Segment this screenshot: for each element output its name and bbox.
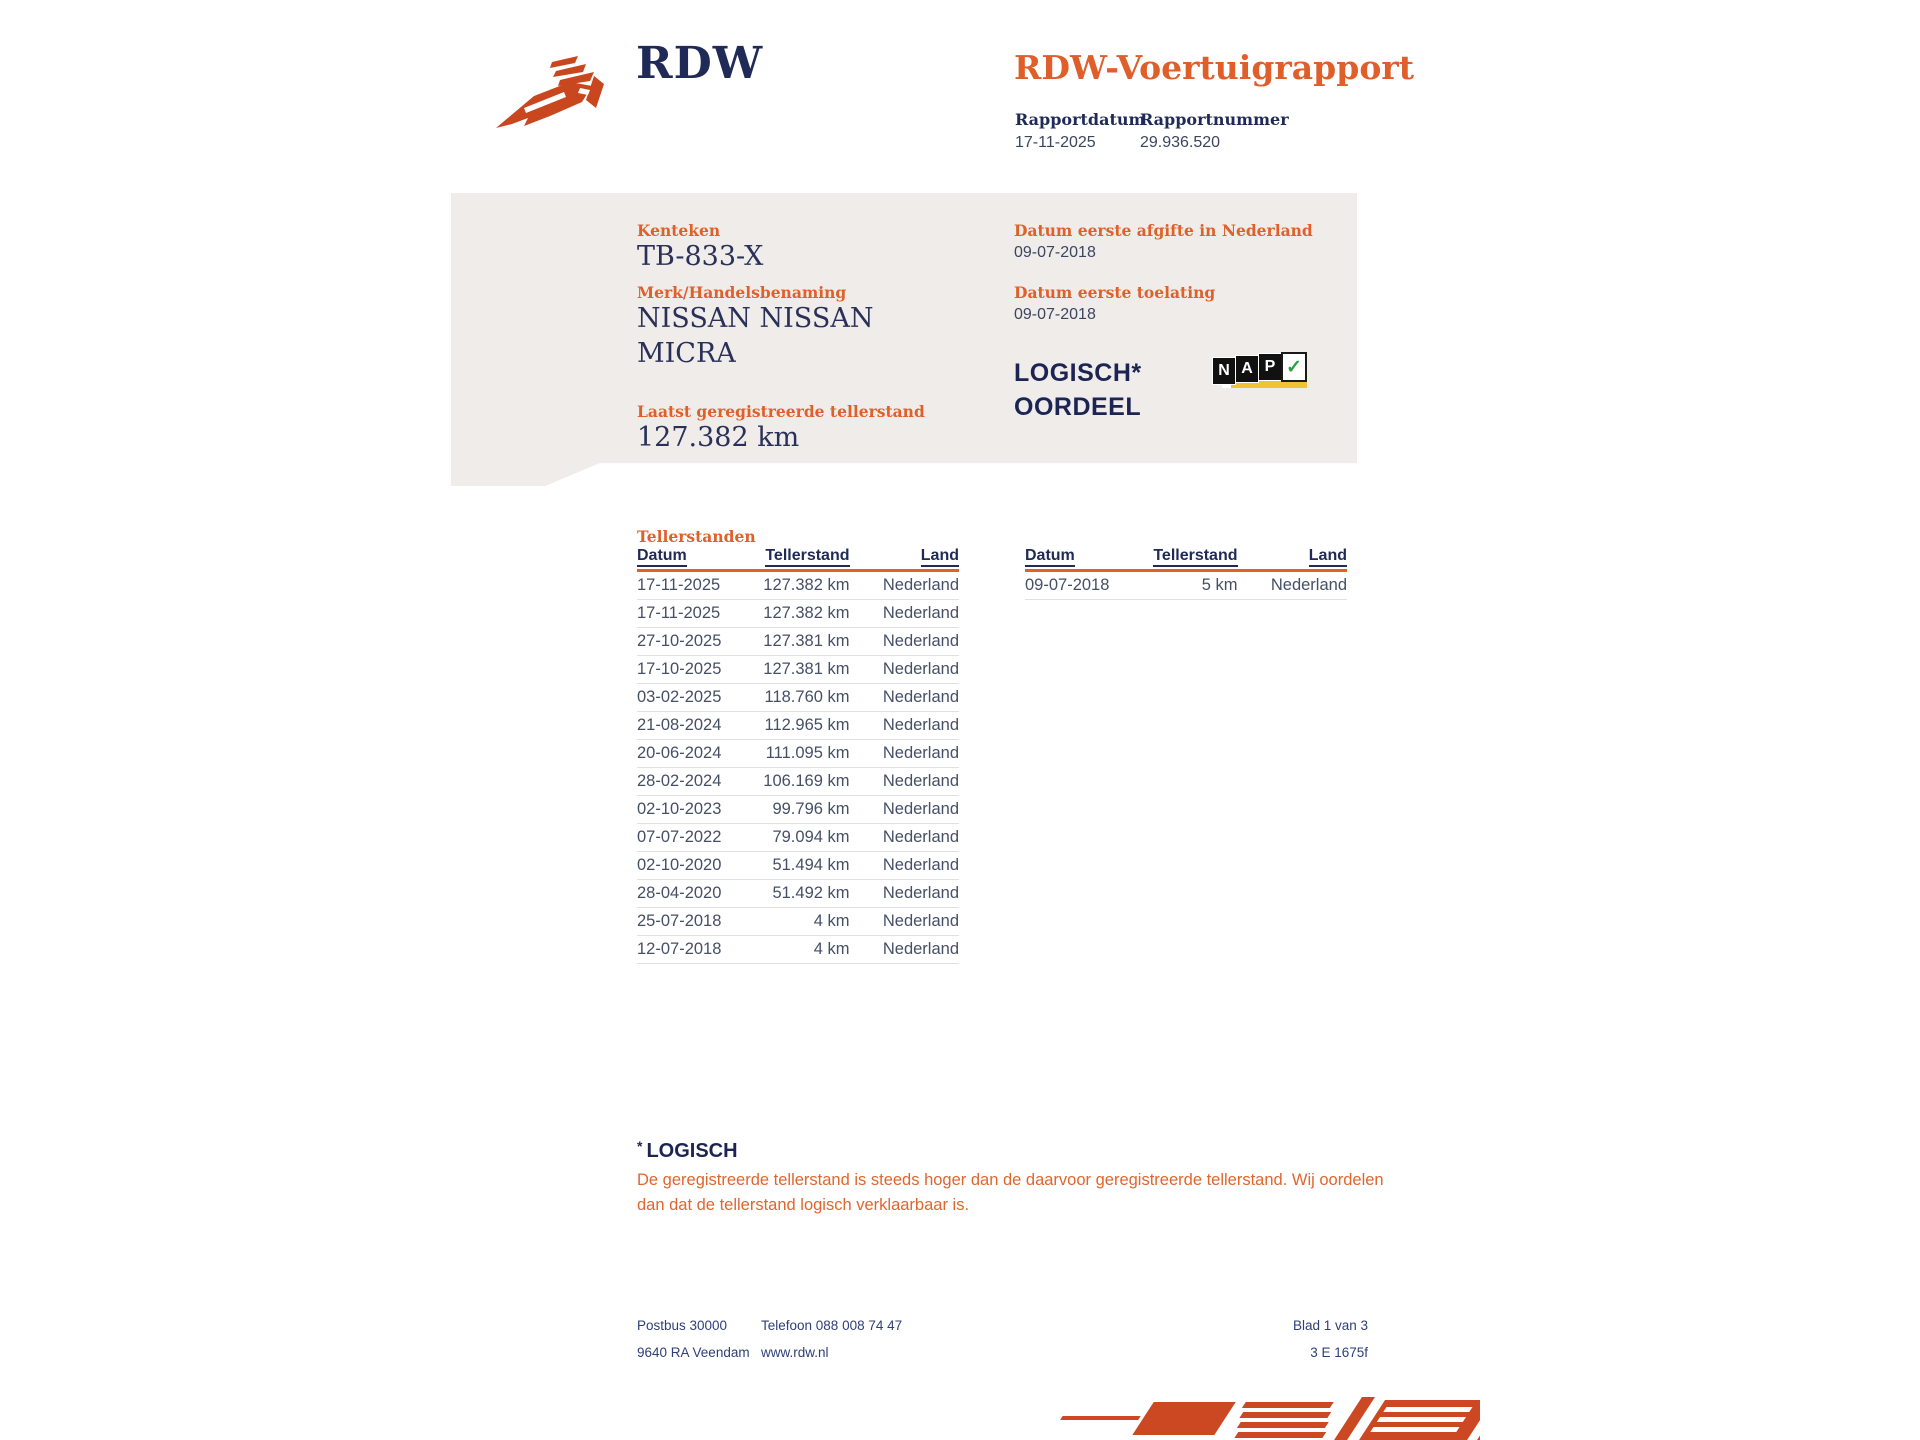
table-cell: Nederland — [882, 576, 959, 594]
table-row — [637, 908, 959, 936]
nap-tiles — [1212, 352, 1306, 385]
table-row — [637, 712, 959, 740]
tellerstanden-table-right — [1025, 547, 1347, 600]
table-cell: Nederland — [882, 604, 959, 622]
table-cell: 127.382 km — [763, 576, 850, 594]
table-cell: 09-07-2018 — [1025, 576, 1110, 594]
table-row — [1025, 572, 1347, 600]
table-row — [637, 600, 959, 628]
table-cell: 99.796 km — [772, 800, 850, 818]
footnote-title — [637, 1138, 738, 1163]
report-date-label: Rapportdatum — [1015, 110, 1146, 129]
table-cell: 25-07-2018 — [637, 912, 722, 930]
table-cell: 79.094 km — [772, 828, 850, 846]
table-cell: 27-10-2025 — [637, 632, 722, 650]
merk-value-line1: NISSAN NISSAN — [637, 303, 874, 334]
footer-doc-code: 3 E 1675f — [1310, 1345, 1368, 1360]
nap-logo — [1212, 352, 1308, 390]
table-cell: 5 km — [1201, 576, 1238, 594]
table-cell: 112.965 km — [764, 716, 850, 734]
table-cell: 03-02-2025 — [637, 688, 722, 706]
table-cell: 111.095 km — [765, 744, 850, 762]
footnote-asterisk: * — [637, 1138, 643, 1154]
table-cell: 28-04-2020 — [637, 884, 722, 902]
table-row — [637, 852, 959, 880]
laatste-tellerstand-value: 127.382 km — [637, 422, 800, 453]
table-row — [637, 796, 959, 824]
table-cell: Nederland — [882, 912, 959, 930]
oordeel-line1: LOGISCH* — [1014, 359, 1142, 387]
footer-address-line2: 9640 RA Veendam — [637, 1345, 750, 1360]
table-cell: 07-07-2022 — [637, 828, 722, 846]
oordeel-line2: OORDEEL — [1014, 393, 1142, 421]
table-row — [637, 684, 959, 712]
table-body — [637, 572, 959, 964]
footnote-body: De geregistreerde tellerstand is steeds hoger dan de daarvoor geregistreerde tellerstand. Wij oordelen dan dat de tellerstand logisch verklaarbaar is. — [637, 1171, 1384, 1214]
table-cell: 4 km — [813, 940, 850, 958]
table-cell: Nederland — [882, 772, 959, 790]
table-cell: 17-11-2025 — [637, 576, 721, 594]
table-header-row — [637, 547, 959, 567]
table-cell: Nederland — [882, 884, 959, 902]
col-header-datum: Datum — [1025, 547, 1075, 567]
table-cell: Nederland — [882, 744, 959, 762]
merk-label: Merk/Handelsbenaming — [637, 283, 847, 302]
report-number-value: 29.936.520 — [1140, 134, 1221, 151]
table-cell: Nederland — [882, 828, 959, 846]
nap-tile-a: A — [1235, 355, 1259, 383]
table-cell: Nederland — [882, 800, 959, 818]
table-cell: 118.760 km — [764, 688, 850, 706]
table-cell: Nederland — [882, 856, 959, 874]
table-cell: 28-02-2024 — [637, 772, 722, 790]
laatste-tellerstand-label: Laatst geregistreerde tellerstand — [637, 402, 925, 421]
table-cell: 127.381 km — [763, 660, 850, 678]
oordeel-text — [1014, 356, 1142, 424]
table-row — [637, 936, 959, 964]
table-row — [637, 768, 959, 796]
col-header-land: Land — [921, 547, 959, 567]
col-header-tellerstand: Tellerstand — [1153, 547, 1237, 567]
nap-tile-n: N — [1212, 357, 1236, 385]
table-cell: Nederland — [882, 688, 959, 706]
col-header-tellerstand: Tellerstand — [765, 547, 849, 567]
table-cell: 17-11-2025 — [637, 604, 721, 622]
footer-website: www.rdw.nl — [761, 1345, 829, 1360]
table-row — [637, 628, 959, 656]
table-cell: Nederland — [882, 632, 959, 650]
toelating-value: 09-07-2018 — [1014, 306, 1096, 323]
table-cell: 127.382 km — [763, 604, 850, 622]
tellerstanden-table-left — [637, 547, 959, 964]
table-cell: 51.492 km — [772, 884, 850, 902]
col-header-datum: Datum — [637, 547, 687, 567]
table-cell: 21-08-2024 — [637, 716, 722, 734]
table-row — [637, 824, 959, 852]
afgifte-value: 09-07-2018 — [1014, 244, 1096, 261]
rdw-wordmark: RDW — [636, 38, 764, 89]
report-number-label: Rapportnummer — [1140, 110, 1289, 129]
afgifte-label: Datum eerste afgifte in Nederland — [1014, 221, 1313, 240]
rdw-feather-logo-icon — [494, 50, 620, 134]
toelating-label: Datum eerste toelating — [1014, 283, 1216, 302]
table-row — [637, 572, 959, 600]
kenteken-value: TB-833-X — [637, 241, 764, 272]
table-cell: 51.494 km — [772, 856, 850, 874]
table-cell: 106.169 km — [763, 772, 850, 790]
table-cell: 20-06-2024 — [637, 744, 722, 762]
table-cell: Nederland — [1270, 576, 1347, 594]
table-row — [637, 656, 959, 684]
table-cell: 02-10-2020 — [637, 856, 722, 874]
table-cell: Nederland — [882, 660, 959, 678]
footer-page-number: Blad 1 van 3 — [1292, 1318, 1368, 1333]
report-date-value: 17-11-2025 — [1015, 134, 1096, 151]
table-body — [1025, 572, 1347, 600]
col-header-land: Land — [1309, 547, 1347, 567]
table-cell: Nederland — [882, 716, 959, 734]
footnote-title-text: LOGISCH — [646, 1140, 738, 1162]
table-cell: 4 km — [813, 912, 850, 930]
table-cell: 12-07-2018 — [637, 940, 722, 958]
tellerstanden-heading: Tellerstanden — [637, 527, 756, 546]
table-cell: Nederland — [882, 940, 959, 958]
kenteken-label: Kenteken — [637, 221, 721, 240]
table-cell: 127.381 km — [763, 632, 850, 650]
rdw-stripe-pattern-icon — [1035, 1397, 1480, 1440]
merk-value-line2: MICRA — [637, 338, 736, 369]
footer-phone: Telefoon 088 008 74 47 — [761, 1318, 903, 1333]
footer-address-line1: Postbus 30000 — [637, 1318, 728, 1333]
table-cell: 17-10-2025 — [637, 660, 722, 678]
table-row — [637, 740, 959, 768]
table-header-row — [1025, 547, 1347, 567]
table-cell: 02-10-2023 — [637, 800, 722, 818]
nap-checkmark-icon: ✓ — [1281, 352, 1307, 382]
page-title: RDW-Voertuigrapport — [1014, 48, 1414, 87]
table-row — [637, 880, 959, 908]
nap-tile-p: P — [1258, 353, 1282, 381]
